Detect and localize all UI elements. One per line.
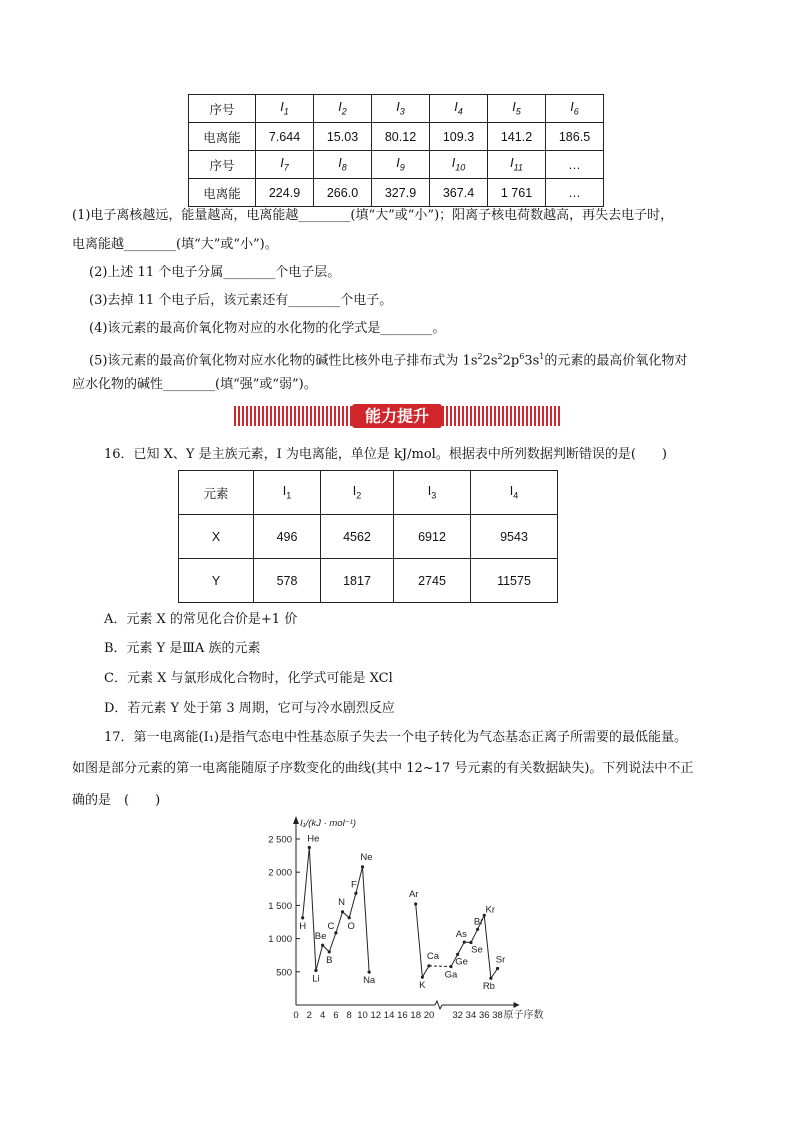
- q16-option-a: A．元素 X 的常见化合价是+1 价: [104, 612, 298, 627]
- data-point: [328, 950, 331, 953]
- point-label: Rb: [482, 981, 495, 993]
- point-label: O: [347, 920, 355, 932]
- table-cell: 367.4: [430, 179, 488, 207]
- table-cell: $I_6$: [546, 95, 604, 123]
- table-cell: 186.5: [546, 123, 604, 151]
- q17-line1: 17．第一电离能(I₁)是指气态电中性基态原子失去一个电子转化为气态基态正离子所需要的最低能量。: [104, 730, 688, 745]
- table-cell: X: [179, 515, 254, 559]
- table-cell: $I_8$: [314, 151, 372, 179]
- point-label: C: [327, 920, 335, 932]
- x-tick-label: 2: [306, 1010, 312, 1021]
- ionization-energy-chart: [262, 812, 562, 1027]
- table-cell: 1 761: [488, 179, 546, 207]
- table-cell: 1817: [321, 559, 394, 603]
- q16-option-b: B．元素 Y 是ⅢA 族的元素: [104, 641, 261, 656]
- x-tick-label: 8: [346, 1010, 352, 1021]
- table-row: [189, 95, 604, 123]
- point-label: N: [338, 896, 345, 908]
- q17-line3: 确的是 ( ): [72, 793, 161, 808]
- table-row: [189, 151, 604, 179]
- q15-part1a: (1)电子离核越远，能量越高，电离能越________(填“大”或“小”)；阳离子核电荷数越高，再失去电子时，: [72, 208, 674, 223]
- table-row: [189, 179, 604, 207]
- series-line: [429, 966, 451, 967]
- point-label: Br: [473, 916, 484, 928]
- table-cell: 9543: [471, 515, 558, 559]
- ionization-table: [188, 94, 604, 207]
- q15-part5a-post: 的元素的最高价氧化物对: [544, 353, 688, 369]
- x-tick-label: 12: [370, 1010, 382, 1021]
- table-cell: 序号: [189, 151, 256, 179]
- x-tick-label: 20: [423, 1010, 435, 1021]
- table-cell: 6912: [394, 515, 471, 559]
- table-cell: 578: [254, 559, 321, 603]
- table-cell: 电离能: [189, 179, 256, 207]
- y-tick-label: 2 500: [268, 834, 292, 846]
- q15-part4: (4)该元素的最高价氧化物对应的水化物的化学式是________。: [89, 321, 446, 336]
- y-tick-label: 1 500: [268, 900, 292, 912]
- section-banner: [234, 404, 560, 428]
- data-point: [427, 964, 430, 967]
- series-line: [416, 904, 429, 977]
- point-label: Li: [312, 973, 320, 985]
- table-cell: $I_3$: [394, 471, 471, 515]
- table-cell: $I_2$: [314, 95, 372, 123]
- point-label: Se: [471, 944, 483, 956]
- data-point: [348, 916, 351, 919]
- point-label: Sr: [495, 954, 506, 966]
- data-point: [368, 970, 371, 973]
- point-label: Ca: [426, 950, 440, 962]
- table-cell: …: [546, 179, 604, 207]
- x-tick-label: 32: [452, 1010, 463, 1021]
- table-row: [179, 515, 558, 559]
- table-cell: $I_4$: [430, 95, 488, 123]
- y-axis-label: I₁/(kJ · mol⁻¹): [300, 818, 357, 829]
- x-axis-label: 原子序数: [503, 1010, 544, 1021]
- point-label: Ga: [444, 969, 458, 981]
- table-cell: $I_1$: [256, 95, 314, 123]
- data-point: [463, 941, 466, 944]
- table-cell: 266.0: [314, 179, 372, 207]
- y-tick-label: 1 000: [268, 934, 292, 946]
- table-cell: $I_9$: [372, 151, 430, 179]
- y-tick-label: 2 000: [268, 867, 292, 879]
- table-cell: $I_5$: [488, 95, 546, 123]
- table-cell: $I_{10}$: [430, 151, 488, 179]
- data-point: [496, 967, 499, 970]
- table-cell: 496: [254, 515, 321, 559]
- x-tick-label: 18: [410, 1010, 421, 1021]
- table-row: [179, 559, 558, 603]
- y-tick-label: 500: [276, 967, 292, 979]
- table-cell: 80.12: [372, 123, 430, 151]
- point-label: Be: [314, 931, 327, 943]
- data-point: [301, 916, 304, 919]
- table-cell: 327.9: [372, 179, 430, 207]
- table-cell: 电离能: [189, 123, 256, 151]
- table-cell: 序号: [189, 95, 256, 123]
- data-point: [476, 928, 479, 931]
- banner-title: 能力提升: [364, 408, 430, 426]
- table-row: [189, 123, 604, 151]
- q16-option-c: C．元素 X 与氯形成化合物时，化学式可能是 XCl: [104, 671, 393, 686]
- data-point: [489, 977, 492, 980]
- table-cell: 7.644: [256, 123, 314, 151]
- q16-stem: 16．已知 X、Y 是主族元素，I 为电离能，单位是 kJ/mol。根据表中所列数据判断错误的是( ): [104, 447, 667, 462]
- data-point: [334, 931, 337, 934]
- y-axis-arrow: [293, 816, 299, 824]
- table-row: [179, 471, 558, 515]
- x-axis-break: [435, 1001, 442, 1009]
- data-point: [449, 965, 452, 968]
- table-cell: $I_2$: [321, 471, 394, 515]
- q15-part5a: (5)该元素的最高价氧化物对应水化物的碱性比核外电子排布式为 $1s^22s^22p^63s^1$的元素的最高价氧化物对: [89, 352, 688, 369]
- q15-part3: (3)去掉 11 个电子后，该元素还有________个电子。: [89, 293, 393, 308]
- point-label: He: [307, 833, 320, 845]
- x-tick-label: 14: [383, 1010, 395, 1021]
- point-label: Ar: [408, 889, 419, 901]
- table-cell: $I_1$: [254, 471, 321, 515]
- q17-line2: 如图是部分元素的第一电离能随原子序数变化的曲线(其中 12~17 号元素的有关数据缺失)。下列说法中不正: [72, 761, 694, 776]
- table-cell: …: [546, 151, 604, 179]
- q15-part1b: 电离能越________(填“大”或“小”)。: [72, 237, 278, 252]
- data-point: [414, 902, 417, 905]
- point-label: F: [350, 879, 357, 891]
- data-point: [314, 969, 317, 972]
- table-cell: $I_4$: [471, 471, 558, 515]
- x-tick-label: 4: [319, 1010, 326, 1021]
- point-label: H: [299, 920, 307, 932]
- q15-part5a-pre: (5)该元素的最高价氧化物对应水化物的碱性比核外电子排布式为 1s: [89, 353, 478, 369]
- x-tick-label: 10: [357, 1010, 368, 1021]
- point-label: K: [419, 980, 426, 992]
- x-tick-label: 36: [478, 1010, 490, 1021]
- q16-option-d: D．若元素 Y 处于第 3 周期，它可与冷水剧烈反应: [104, 701, 395, 716]
- data-point: [361, 865, 364, 868]
- table-cell: 4562: [321, 515, 394, 559]
- table-cell: 11575: [471, 559, 558, 603]
- x-tick-label: 16: [397, 1010, 408, 1021]
- data-point: [308, 846, 311, 849]
- table-cell: 15.03: [314, 123, 372, 151]
- table-cell: $I_3$: [372, 95, 430, 123]
- point-label: Ne: [360, 851, 373, 863]
- table-cell: 元素: [179, 471, 254, 515]
- data-point: [321, 944, 324, 947]
- table-cell: 2745: [394, 559, 471, 603]
- q15-part5b: 应水化物的碱性________(填“强”或“弱”)。: [72, 377, 317, 392]
- table-cell: Y: [179, 559, 254, 603]
- table-cell: $I_{11}$: [488, 151, 546, 179]
- point-label: Ge: [455, 956, 468, 968]
- x-tick-label: 34: [465, 1010, 477, 1021]
- q15-part2: (2)上述 11 个电子分属________个电子层。: [89, 265, 341, 280]
- x-tick-label: 38: [492, 1010, 503, 1021]
- table-cell: $I_7$: [256, 151, 314, 179]
- point-label: Kr: [485, 904, 495, 916]
- point-label: As: [455, 929, 467, 941]
- x-tick-label: 6: [333, 1010, 339, 1021]
- x-axis-arrow: [514, 1002, 520, 1008]
- point-label: Na: [363, 975, 376, 987]
- x-tick-label: 0: [293, 1010, 299, 1021]
- data-point: [341, 910, 344, 913]
- table-cell: 224.9: [256, 179, 314, 207]
- data-point: [354, 892, 357, 895]
- point-label: B: [326, 954, 333, 966]
- q16-table: [178, 470, 558, 603]
- series-line: [303, 847, 373, 972]
- table-cell: 141.2: [488, 123, 546, 151]
- data-point: [421, 976, 424, 979]
- table-cell: 109.3: [430, 123, 488, 151]
